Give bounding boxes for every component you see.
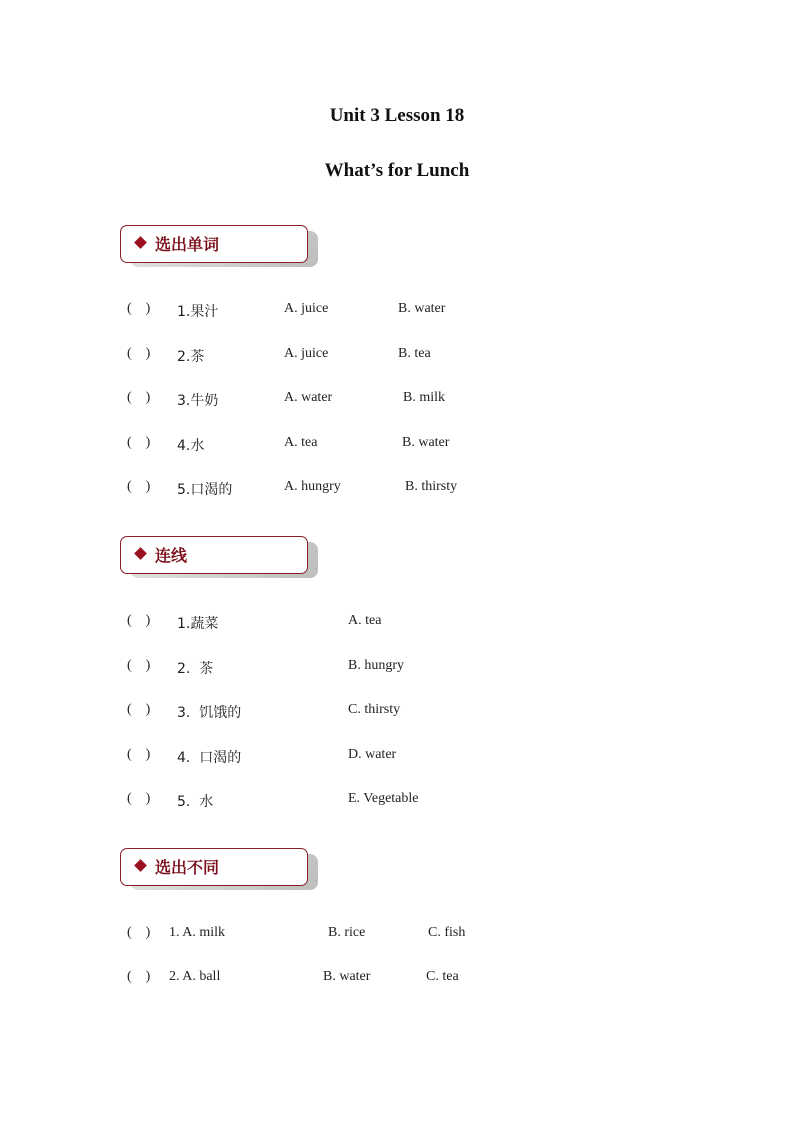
section-header-odd-one-out	[120, 848, 320, 890]
question-text: 5. 水	[177, 794, 214, 810]
section-label: 选出不同	[155, 858, 220, 877]
answer-blank[interactable]: ( )	[127, 702, 151, 717]
answer-blank[interactable]: ( )	[127, 969, 151, 984]
answer-blank[interactable]: ( )	[127, 479, 151, 494]
question-text: 4.水	[177, 438, 205, 454]
option-b: B. water	[323, 969, 371, 984]
answer-blank[interactable]: ( )	[127, 390, 151, 405]
match-option: D. water	[348, 747, 397, 762]
question-text: 5.口渴的	[177, 482, 233, 498]
match-option: B. hungry	[348, 658, 404, 673]
question-text: 2.茶	[177, 349, 205, 365]
match-option: E. Vegetable	[348, 791, 419, 806]
option-a: A. hungry	[284, 479, 341, 494]
option-a: A. water	[284, 390, 333, 405]
option-c: C. fish	[428, 925, 466, 940]
option-a: 1. A. milk	[169, 925, 226, 940]
section-header-choose-word	[120, 225, 320, 267]
answer-blank[interactable]: ( )	[127, 747, 151, 762]
option-a: 2. A. ball	[169, 969, 221, 984]
option-b: B. water	[402, 435, 450, 450]
page-title: Unit 3 Lesson 18	[329, 105, 465, 126]
question-text: 3.牛奶	[177, 393, 219, 409]
answer-blank[interactable]: ( )	[127, 613, 151, 628]
answer-blank[interactable]: ( )	[127, 301, 151, 316]
section-label: 连线	[155, 546, 188, 565]
question-text: 1.蔬菜	[177, 616, 219, 632]
question-text: 4. 口渴的	[177, 750, 242, 766]
answer-blank[interactable]: ( )	[127, 658, 151, 673]
option-a: A. juice	[284, 346, 329, 361]
answer-blank[interactable]: ( )	[127, 435, 151, 450]
section-header-match	[120, 536, 320, 578]
option-b: B. tea	[398, 346, 431, 361]
answer-blank[interactable]: ( )	[127, 791, 151, 806]
match-option: A. tea	[348, 613, 382, 628]
section-label: 选出单词	[155, 235, 220, 254]
option-b: B. thirsty	[405, 479, 458, 494]
answer-blank[interactable]: ( )	[127, 925, 151, 940]
option-c: C. tea	[426, 969, 459, 984]
option-a: A. tea	[284, 435, 318, 450]
answer-blank[interactable]: ( )	[127, 346, 151, 361]
question-text: 3. 饥饿的	[177, 705, 242, 721]
option-b: B. water	[398, 301, 446, 316]
question-text: 2. 茶	[177, 661, 214, 677]
option-a: A. juice	[284, 301, 329, 316]
page-subtitle: What’s for Lunch	[324, 160, 470, 181]
option-b: B. rice	[328, 925, 366, 940]
option-b: B. milk	[403, 390, 446, 405]
match-option: C. thirsty	[348, 702, 401, 717]
question-text: 1.果汁	[177, 304, 219, 320]
